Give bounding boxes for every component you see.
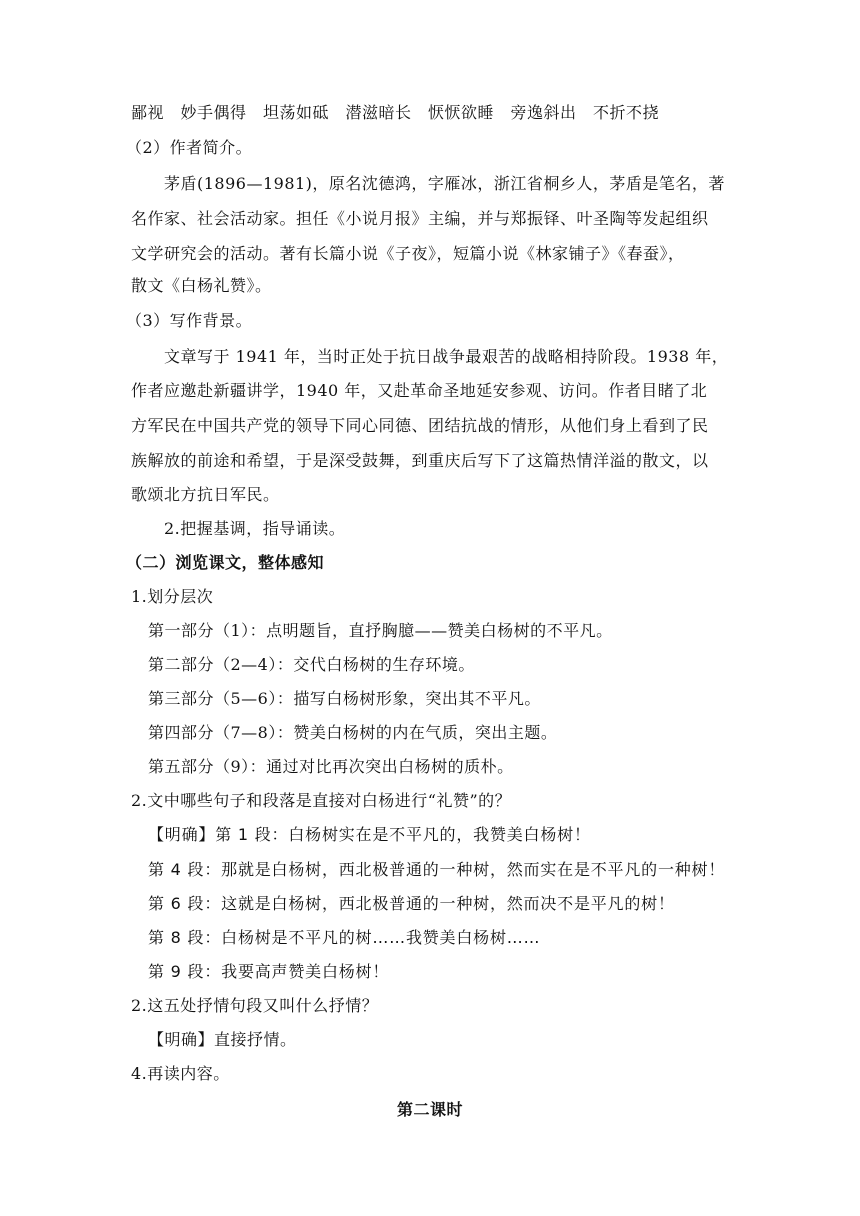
answer-line: 第 4 段：那就是白杨树，西北极普通的一种树，然而实在是不平凡的一种树！ — [148, 860, 726, 879]
part-item: 第一部分（1）：点明题旨，直抒胸臆——赞美白杨树的不平凡。 — [148, 621, 613, 640]
author-line: 散文《白杨礼赞》。 — [131, 276, 272, 295]
background-line: 歌颂北方抗日军民。 — [131, 485, 280, 504]
author-heading: （2）作者简介。 — [126, 138, 253, 157]
part-item: 第五部分（9）：通过对比再次突出白杨树的质朴。 — [148, 757, 514, 776]
lesson-title: 第二课时 — [396, 1100, 463, 1119]
part-item: 第四部分（7—8）：赞美白杨树的内在气质，突出主题。 — [148, 723, 558, 742]
question-4: 4.再读内容。 — [131, 1064, 230, 1083]
background-line: 族解放的前途和希望，于是深受鼓舞，到重庆后写下了这篇热情洋溢的散文，以 — [131, 451, 709, 470]
part-item: 第三部分（5—6）：描写白杨树形象，突出其不平凡。 — [148, 689, 541, 708]
background-line: 文章写于 1941 年，当时正处于抗日战争最艰苦的战略相持阶段。1938 年， — [164, 347, 729, 366]
question-2: 2.文中哪些句子和段落是直接对白杨进行“礼赞”的？ — [131, 791, 512, 810]
background-line: 作者应邀赴新疆讲学，1940 年，又赴革命圣地延安参观、访问。作者目睹了北 — [131, 381, 708, 400]
answer-line: 【明确】第 1 段：白杨树实在是不平凡的，我赞美白杨树！ — [148, 825, 591, 844]
tone-line: 2.把握基调，指导诵读。 — [164, 519, 346, 538]
vocab-line: 鄙视 妙手偶得 坦荡如砥 潜滋暗长 恹恹欲睡 旁逸斜出 不折不挠 — [131, 103, 660, 122]
question-3: 2.这五处抒情句段又叫什么抒情？ — [131, 996, 379, 1015]
question-3-answer: 【明确】直接抒情。 — [148, 1030, 297, 1049]
author-line: 文学研究会的活动。著有长篇小说《子夜》，短篇小说《林家铺子》《春蚕》， — [131, 244, 685, 263]
background-heading: （3）写作背景。 — [126, 311, 253, 330]
background-line: 方军民在中国共产党的领导下同心同德、团结抗战的情形，从他们身上看到了民 — [131, 416, 709, 435]
divide-heading: 1.划分层次 — [131, 587, 214, 606]
part-item: 第二部分（2—4）：交代白杨树的生存环境。 — [148, 655, 475, 674]
answer-line: 第 6 段：这就是白杨树，西北极普通的一种树，然而决不是平凡的树！ — [148, 894, 675, 913]
answer-line: 第 8 段：白杨树是不平凡的树……我赞美白杨树…… — [148, 928, 541, 947]
section-heading: （二）浏览课文，整体感知 — [126, 553, 325, 572]
author-line: 茅盾(1896—1981)，原名沈德鸿，字雁冰，浙江省桐乡人，茅盾是笔名，著 — [164, 174, 725, 193]
author-line: 名作家、社会活动家。担任《小说月报》主编，并与郑振铎、叶圣陶等发起组织 — [131, 209, 709, 228]
answer-line: 第 9 段：我要高声赞美白杨树！ — [148, 962, 390, 981]
